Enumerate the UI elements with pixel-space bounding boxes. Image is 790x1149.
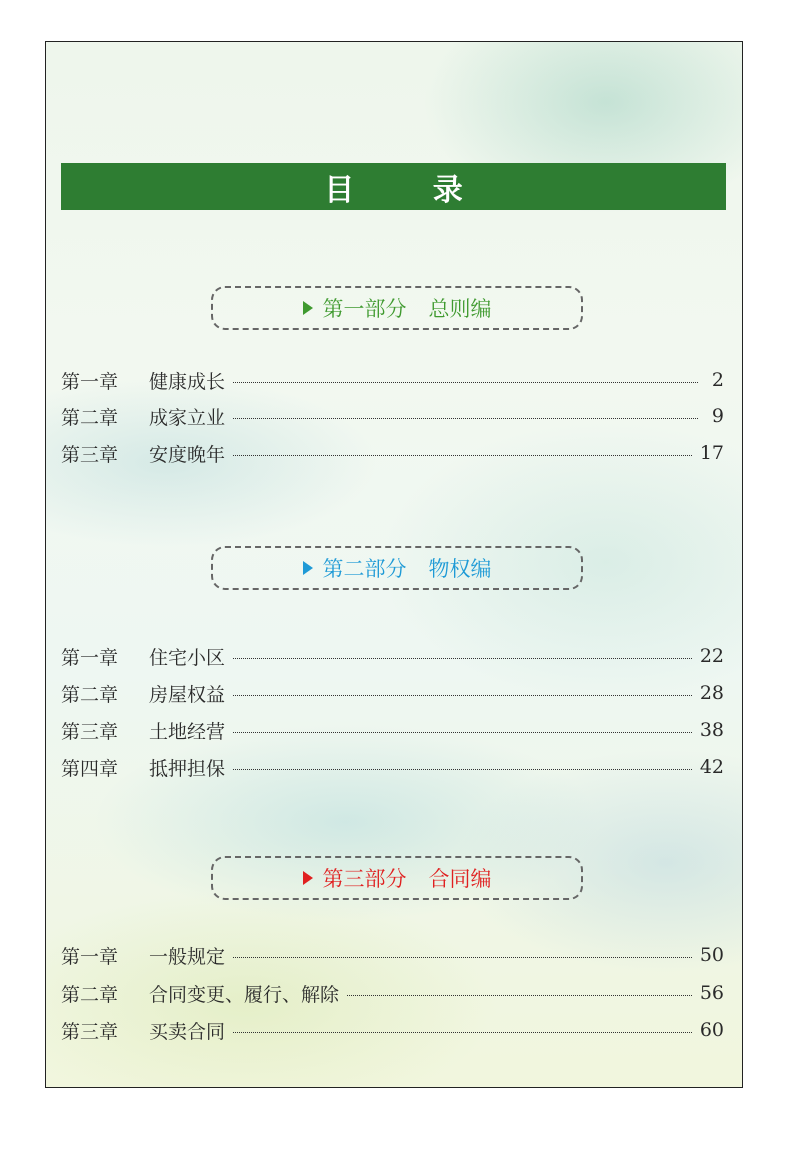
chapter-title: 房屋权益 <box>149 683 226 706</box>
chapter-number: 第三章 <box>61 443 119 466</box>
chapter-number: 第二章 <box>61 983 119 1006</box>
toc-entry[interactable] <box>61 438 724 468</box>
dot-leader <box>233 658 692 659</box>
toc-entry[interactable] <box>61 678 724 708</box>
dot-leader <box>233 732 692 733</box>
triangle-right-icon <box>303 871 313 885</box>
chapter-number: 第一章 <box>61 945 119 968</box>
part-number: 第二部分 <box>322 557 407 581</box>
chapter-number: 第二章 <box>61 683 119 706</box>
toc-entry[interactable] <box>61 940 724 970</box>
page-number: 56 <box>699 982 724 1004</box>
chapter-title: 抵押担保 <box>149 757 226 780</box>
chapter-title: 买卖合同 <box>149 1020 226 1043</box>
triangle-right-icon <box>303 301 313 315</box>
chapter-title: 土地经营 <box>149 720 226 743</box>
page-number: 60 <box>699 1019 724 1041</box>
chapter-number: 第四章 <box>61 757 119 780</box>
chapter-number: 第三章 <box>61 720 119 743</box>
dot-leader <box>233 695 692 696</box>
page-number: 38 <box>699 719 724 741</box>
dot-leader <box>233 382 698 383</box>
part-name: 合同编 <box>428 867 492 891</box>
toc-title-bar <box>61 163 726 210</box>
toc-entry[interactable] <box>61 1015 724 1045</box>
dot-leader <box>233 455 692 456</box>
page-number: 2 <box>711 369 724 391</box>
part-header-2[interactable] <box>211 546 583 590</box>
chapter-number: 第一章 <box>61 370 119 393</box>
toc-entry[interactable] <box>61 978 724 1008</box>
page-number: 28 <box>699 682 724 704</box>
toc-entry[interactable] <box>61 715 724 745</box>
toc-entry[interactable] <box>61 401 724 431</box>
toc-title: 目 录 <box>324 172 497 208</box>
toc-entry[interactable] <box>61 752 724 782</box>
part-header-1[interactable] <box>211 286 583 330</box>
dot-leader <box>233 957 692 958</box>
part-name: 总则编 <box>428 297 492 321</box>
dot-leader <box>347 995 692 996</box>
toc-entry[interactable] <box>61 365 724 395</box>
chapter-number: 第一章 <box>61 646 119 669</box>
chapter-title: 成家立业 <box>149 406 226 429</box>
dot-leader <box>233 418 698 419</box>
toc-page <box>45 41 743 1088</box>
chapter-title: 住宅小区 <box>149 646 226 669</box>
toc-entry[interactable] <box>61 641 724 671</box>
chapter-title: 安度晚年 <box>149 443 226 466</box>
page-number: 50 <box>699 944 724 966</box>
chapter-number: 第三章 <box>61 1020 119 1043</box>
page-number: 9 <box>711 405 724 427</box>
triangle-right-icon <box>303 561 313 575</box>
chapter-number: 第二章 <box>61 406 119 429</box>
chapter-title: 健康成长 <box>149 370 226 393</box>
page-number: 17 <box>699 442 724 464</box>
part-number: 第一部分 <box>322 297 407 321</box>
part-header-3[interactable] <box>211 856 583 900</box>
dot-leader <box>233 1032 692 1033</box>
part-number: 第三部分 <box>322 867 407 891</box>
chapter-title: 合同变更、履行、解除 <box>149 983 340 1006</box>
page-number: 42 <box>699 756 724 778</box>
chapter-title: 一般规定 <box>149 945 226 968</box>
page-number: 22 <box>699 645 724 667</box>
part-name: 物权编 <box>428 557 492 581</box>
dot-leader <box>233 769 692 770</box>
